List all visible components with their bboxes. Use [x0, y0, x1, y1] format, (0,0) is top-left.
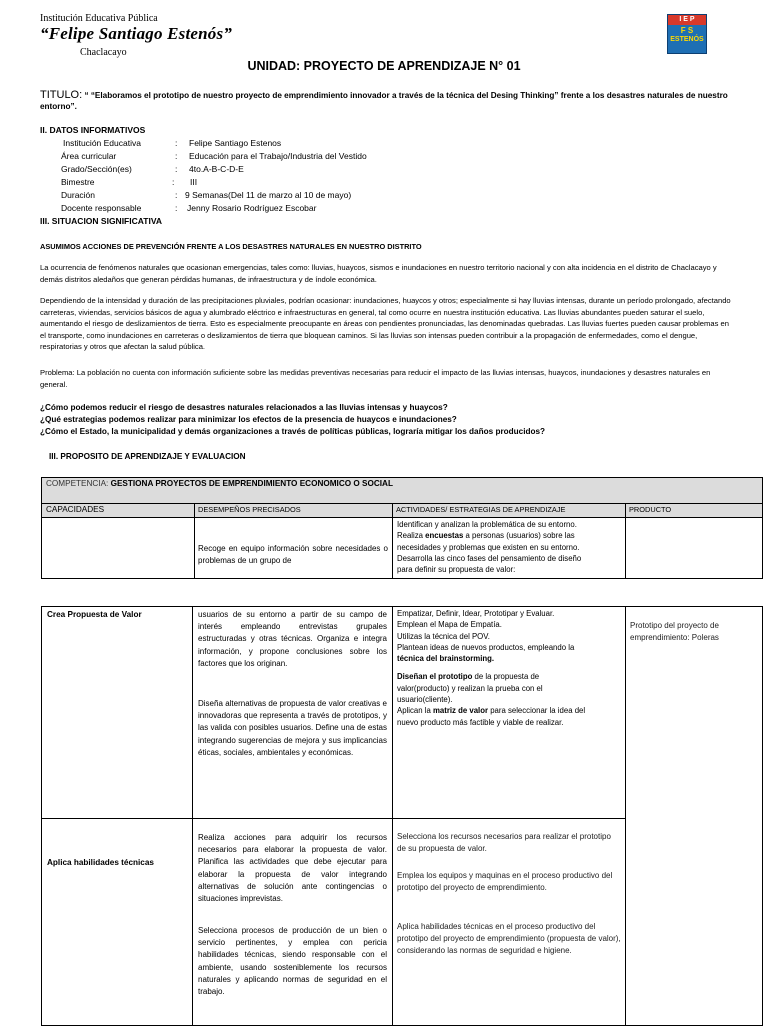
datos-colon: :	[175, 151, 178, 161]
t1-desempeno: Recoge en equipo información sobre necesidades o problemas de un grupo de	[198, 544, 388, 566]
situacion-heading: III. SITUACION SIGNIFICATIVA	[40, 216, 162, 226]
datos-label-area: Área curricular	[61, 151, 117, 161]
capacidad-habilidades-tecnicas: Aplica habilidades técnicas	[47, 858, 154, 867]
datos-label-institucion: Institución Educativa	[63, 138, 141, 148]
t1-act-line: Identifican y analizan la problemática de su entorno.	[397, 520, 577, 529]
act1-bold: Diseñan el prototipo	[397, 672, 473, 682]
t1-act-line: necesidades y problemas que existen en su entorno.	[397, 542, 580, 552]
datos-colon: :	[175, 164, 178, 174]
school-name: “Felipe Santiago Estenós”	[40, 24, 233, 43]
act1-line: técnica del brainstorming.	[397, 654, 495, 664]
district-name: Chaclacayo	[80, 47, 127, 58]
unit-title: UNIDAD: PROYECTO DE APRENDIZAJE N° 01	[247, 59, 521, 73]
question-2: ¿Qué estrategias podemos realizar para minimizar los efectos de la presencia de huaycos e inundaciones?	[40, 415, 457, 424]
datos-label-docente: Docente responsable	[61, 203, 142, 213]
act1-line: Emplean el Mapa de Empatía.	[397, 620, 502, 630]
situacion-paragraph-2: Dependiendo de la intensidad y duración de las precipitaciones pluviales, podrían ocasionar: inundaciones, huaycos y otros; especialmente si hay lluvias intensas, durante un período prolongado, afectando carreteras, viviendas, servicios básicos de agua y alumbrado eléctrico e infraestructuras en general, tal como ocurre en nuestra institución educativa. Las lluvias abundantes pueden saturar el suelo, aumentando el riesgo de deslizamientos de tierra. Esto es especialmente preocupante en áreas con pendientes pronunciadas, las denominadas quebradas. Las lluvias fuertes pueden causar problemas en el transporte, como inundaciones en carreteras o deslizamientos de tierra que bloquean caminos. Si las lluvias son intensas pueden contribuir a la propagación de enfermedades, como el dengue, respiratorias y otros que afectan la salud pública.	[40, 296, 731, 351]
titulo-text: “ “Elaboramos el prototipo de nuestro proyecto de emprendimiento innovador a través de la técnica del Desing Thinking” frente a los desastres naturales de nuestro entorno”.	[40, 91, 728, 111]
col-divider	[625, 503, 626, 579]
act1-line: nuevo producto más factible y viable de realizar.	[397, 717, 564, 727]
question-1: ¿Cómo podemos reducir el riesgo de desastres naturales relacionados a las lluvias intensas y huaycos?	[40, 403, 448, 412]
desempeno-2b: Selecciona procesos de producción de un bien o servicio pertinentes, y emplea con pericia habilidades técnicas, siendo responsable con el ambiente, usando sosteniblemente los recursos naturales y aplicando normas de seguridad en el trabajo.	[198, 926, 387, 997]
desempeno-1a: usuarios de su entorno a partir de su campo de interés empleando entrevistas grupales estructuradas y otras técnicas. Organiza e integra información, y propone conclusiones sobre los factores que los originan.	[198, 610, 387, 668]
col-producto: PRODUCTO	[629, 505, 672, 514]
institution-line: Institución Educativa Pública	[40, 13, 158, 24]
logo-bottom-text: ESTENÓS	[670, 36, 704, 43]
actividades-2-p3: Aplica habilidades técnicas en el proceso productivo del prototipo del proyecto de emprendimiento (propuesta de valor), considerando las normas de seguridad e higiene.	[397, 922, 621, 956]
col-divider	[192, 606, 193, 1026]
datos-heading: II. DATOS INFORMATIVOS	[40, 125, 146, 135]
col-divider	[625, 606, 626, 1026]
desempeno-1b: Diseña alternativas de propuesta de valor creativas e innovadoras que representa a través de prototipos, y las valida con posibles usuarios. Define una de estas integrando sugerencias de mejora y sus implicancias éticas, sociales, ambientales y económicas.	[198, 699, 387, 757]
row-divider	[41, 517, 763, 518]
situacion-paragraph-1: La ocurrencia de fenómenos naturales que ocasionan emergencias, tales como: lluvias, huaycos, sismos e inundaciones en nuestro territorio nacional y con alta incidencia en el distrito de Chaclacayo y demás distritos aledaños que generan pérdidas humanas, de infraestructura y de índole económica.	[40, 263, 717, 284]
capacidad-crea-propuesta: Crea Propuesta de Valor	[47, 610, 142, 619]
act1-line: Empatizar, Definir, Idear, Prototipar y Evaluar.	[397, 609, 555, 618]
datos-label-duracion: Duración	[61, 190, 96, 200]
datos-label-bimestre: Bimestre	[61, 177, 95, 187]
datos-value-duracion: 9 Semanas(Del 11 de marzo al 10 de mayo)	[185, 190, 352, 200]
datos-value-area: Educación para el Trabajo/Industria del Vestido	[189, 151, 367, 161]
col-divider	[392, 606, 393, 1026]
t1-act-bold: encuestas	[425, 531, 464, 541]
datos-colon: :	[175, 190, 178, 200]
act1-line: Plantean ideas de nuevos productos, empleando la	[397, 642, 575, 652]
desempeno-2a: Realiza acciones para adquirir los recursos necesarios para elaborar la propuesta de valor. Planifica las actividades que debe ejecutar para elaborar la propuesta de valor integrando alternativas de solución ante contingencias o situaciones imprevistas.	[198, 833, 387, 904]
actividades-1	[397, 608, 623, 728]
col-actividades: ACTIVIDADES/ ESTRATEGIAS DE APRENDIZAJE	[396, 505, 566, 514]
datos-colon: :	[175, 138, 178, 148]
competencia-table	[41, 477, 763, 579]
datos-colon: :	[175, 203, 178, 213]
datos-value-institucion: Felipe Santiago Estenos	[189, 138, 282, 148]
act1-text: para seleccionar la idea del	[488, 706, 586, 716]
col-desempenos: DESEMPEÑOS PRECISADOS	[198, 505, 301, 514]
col-divider	[392, 503, 393, 579]
t1-act-text: a personas (usuarios) sobre las	[463, 531, 575, 541]
act1-line: usuario(cliente).	[397, 695, 453, 705]
logo-mid-text: F S	[680, 26, 694, 35]
datos-value-docente: Jenny Rosario Rodríguez Escobar	[187, 203, 317, 213]
t1-actividades	[397, 519, 623, 575]
col-capacidades: CAPACIDADES	[46, 505, 105, 514]
datos-value-grado: 4to.A-B-C-D-E	[189, 164, 244, 174]
titulo-block	[40, 90, 740, 112]
t1-act-line	[397, 530, 623, 541]
datos-value-bimestre: III	[190, 177, 198, 187]
row-divider	[41, 818, 625, 819]
act1-line	[397, 705, 623, 716]
competencia-value: GESTIONA PROYECTOS DE EMPRENDIMIENTO ECONOMICO O SOCIAL	[108, 479, 393, 488]
capacidades-table	[41, 606, 763, 1026]
producto-prototipo: Prototipo del proyecto de emprendimiento: Poleras	[630, 621, 719, 643]
act1-text: Aplican la	[397, 706, 433, 716]
situacion-subheading: ASUMIMOS ACCIONES DE PREVENCIÓN FRENTE A LOS DESASTRES NATURALES EN NUESTRO DISTRITO	[40, 242, 422, 251]
act1-bold: matriz de valor	[432, 706, 489, 716]
col-divider	[194, 503, 195, 579]
situacion-problema: Problema: La población no cuenta con información suficiente sobre las medidas preventivas necesarias para reducir el impacto de las lluvias intensas, huaycos, inundaciones y desastres naturales en general.	[40, 368, 711, 389]
school-logo	[667, 14, 707, 54]
act1-line: Utilizas la técnica del POV.	[397, 631, 490, 641]
datos-colon: :	[172, 177, 175, 187]
datos-label-grado: Grado/Sección(es)	[61, 164, 132, 174]
t1-act-line: Desarrolla las cinco fases del pensamiento de diseño	[397, 553, 582, 563]
competencia-label: COMPETENCIA:	[46, 479, 109, 488]
act1-spacer	[397, 664, 623, 671]
actividades-2-p2: Emplea los equipos y maquinas en el proceso productivo del prototipo del proyecto de emprendimiento.	[397, 871, 613, 893]
act1-line: valor(producto) y realizan la prueba con el	[397, 683, 543, 693]
competencia-row	[46, 479, 393, 488]
act1-text: de la propuesta de	[472, 672, 540, 682]
act1-line	[397, 671, 623, 682]
actividades-2-p1: Selecciona los recursos necesarios para realizar el prototipo de su propuesta de valor.	[397, 832, 611, 854]
t1-act-line: para definir su propuesta de valor:	[397, 565, 516, 575]
row-divider	[41, 503, 763, 504]
proposito-heading: III. PROPOSITO DE APRENDIZAJE Y EVALUACION	[49, 452, 246, 461]
question-3: ¿Cómo el Estado, la municipalidad y demás organizaciones a través de políticas públicas, lograría mitigar los daños producidos?	[40, 427, 546, 436]
t1-act-text: Realiza	[397, 531, 426, 541]
titulo-label: TITULO:	[40, 89, 83, 101]
logo-top-text: I E P	[668, 15, 706, 25]
